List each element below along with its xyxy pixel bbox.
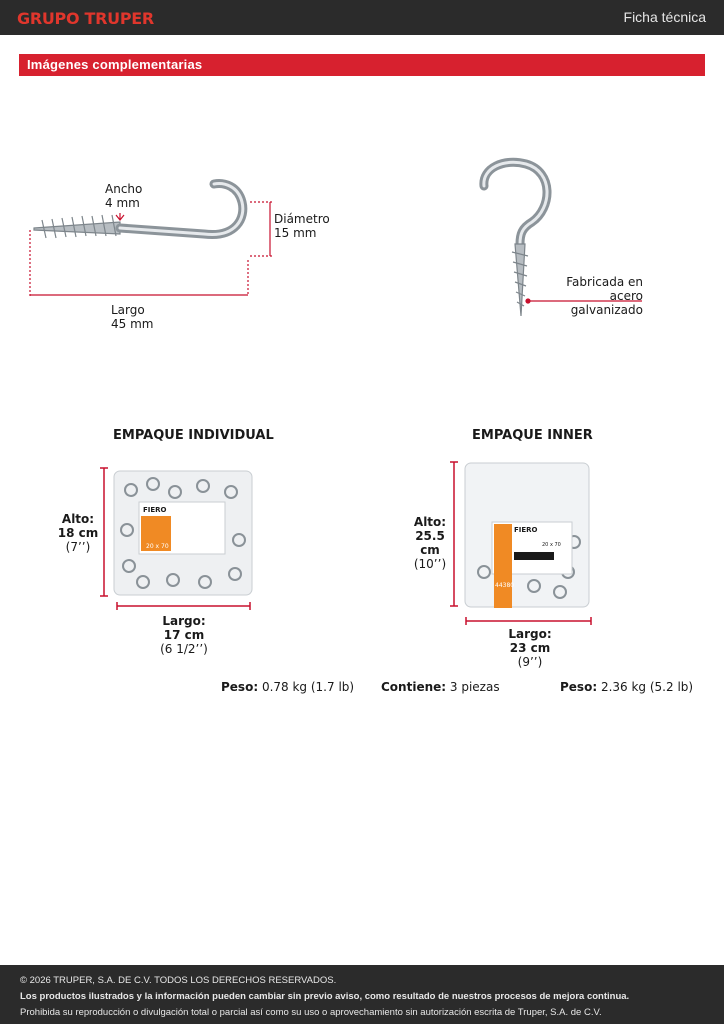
empaque-inner-dimensions — [448, 460, 608, 630]
bag-brand-text: FIERO — [143, 506, 167, 514]
empaque-individual-largo: Largo: 17 cm (6 1/2’’) — [160, 614, 208, 656]
hook-thread-shape — [34, 215, 120, 238]
inner-code-text: 44380 — [495, 582, 515, 589]
largo-label: Largo 45 mm — [111, 303, 154, 331]
empaque-individual-alto: Alto: 18 cm (7’’) — [57, 512, 99, 554]
hook-dimensions-image — [24, 170, 284, 320]
bag-size-text: 20 x 70 — [146, 543, 169, 550]
diametro-label: Diámetro 15 mm — [274, 212, 330, 240]
inner-brand-text: FIERO — [514, 526, 538, 534]
hook-vertical-thread-shape — [512, 244, 528, 316]
footer-prohibition: Prohibida su reproducción o divulgación total o parcial así como su uso o aprovechamiento sin autorización escrita de Truper, S.A. de C.V. — [20, 1007, 602, 1018]
empaque-individual-title: EMPAQUE INDIVIDUAL — [113, 428, 274, 443]
footer — [0, 965, 724, 1024]
material-label: Fabricada en acero galvanizado — [566, 275, 643, 317]
empaque-inner-largo: Largo: 23 cm (9’’) — [508, 627, 552, 669]
header-bar — [0, 0, 724, 35]
hook-vertical-body-shape — [484, 162, 547, 244]
brand-logo: GRUPO TRUPER — [17, 9, 154, 28]
empaque-inner-alto: Alto: 25.5 cm (10’’) — [413, 515, 447, 571]
empaque-individual-peso: Peso: 0.78 kg (1.7 lb) — [221, 680, 355, 694]
section-banner — [19, 54, 705, 76]
empaque-inner-title: EMPAQUE INNER — [472, 428, 593, 443]
dimension-lines — [30, 202, 273, 296]
empaque-individual-dimensions — [98, 466, 258, 616]
section-title: Imágenes complementarias — [27, 57, 203, 72]
footer-copyright: © 2026 TRUPER, S.A. DE C.V. TODOS LOS DERECHOS RESERVADOS. — [20, 975, 337, 986]
ancho-label: Ancho 4 mm — [105, 182, 143, 210]
footer-notice: Los productos ilustrados y la información pueden cambiar sin previo aviso, como resultado de nuestros procesos de mejora continua. — [20, 991, 630, 1002]
doc-type-label: Ficha técnica — [623, 9, 706, 25]
inner-size-text: 20 x 70 — [542, 542, 561, 548]
empaque-inner-contiene: Contiene: 3 piezas — [381, 680, 500, 694]
empaque-inner-peso: Peso: 2.36 kg (5.2 lb) — [560, 680, 694, 694]
